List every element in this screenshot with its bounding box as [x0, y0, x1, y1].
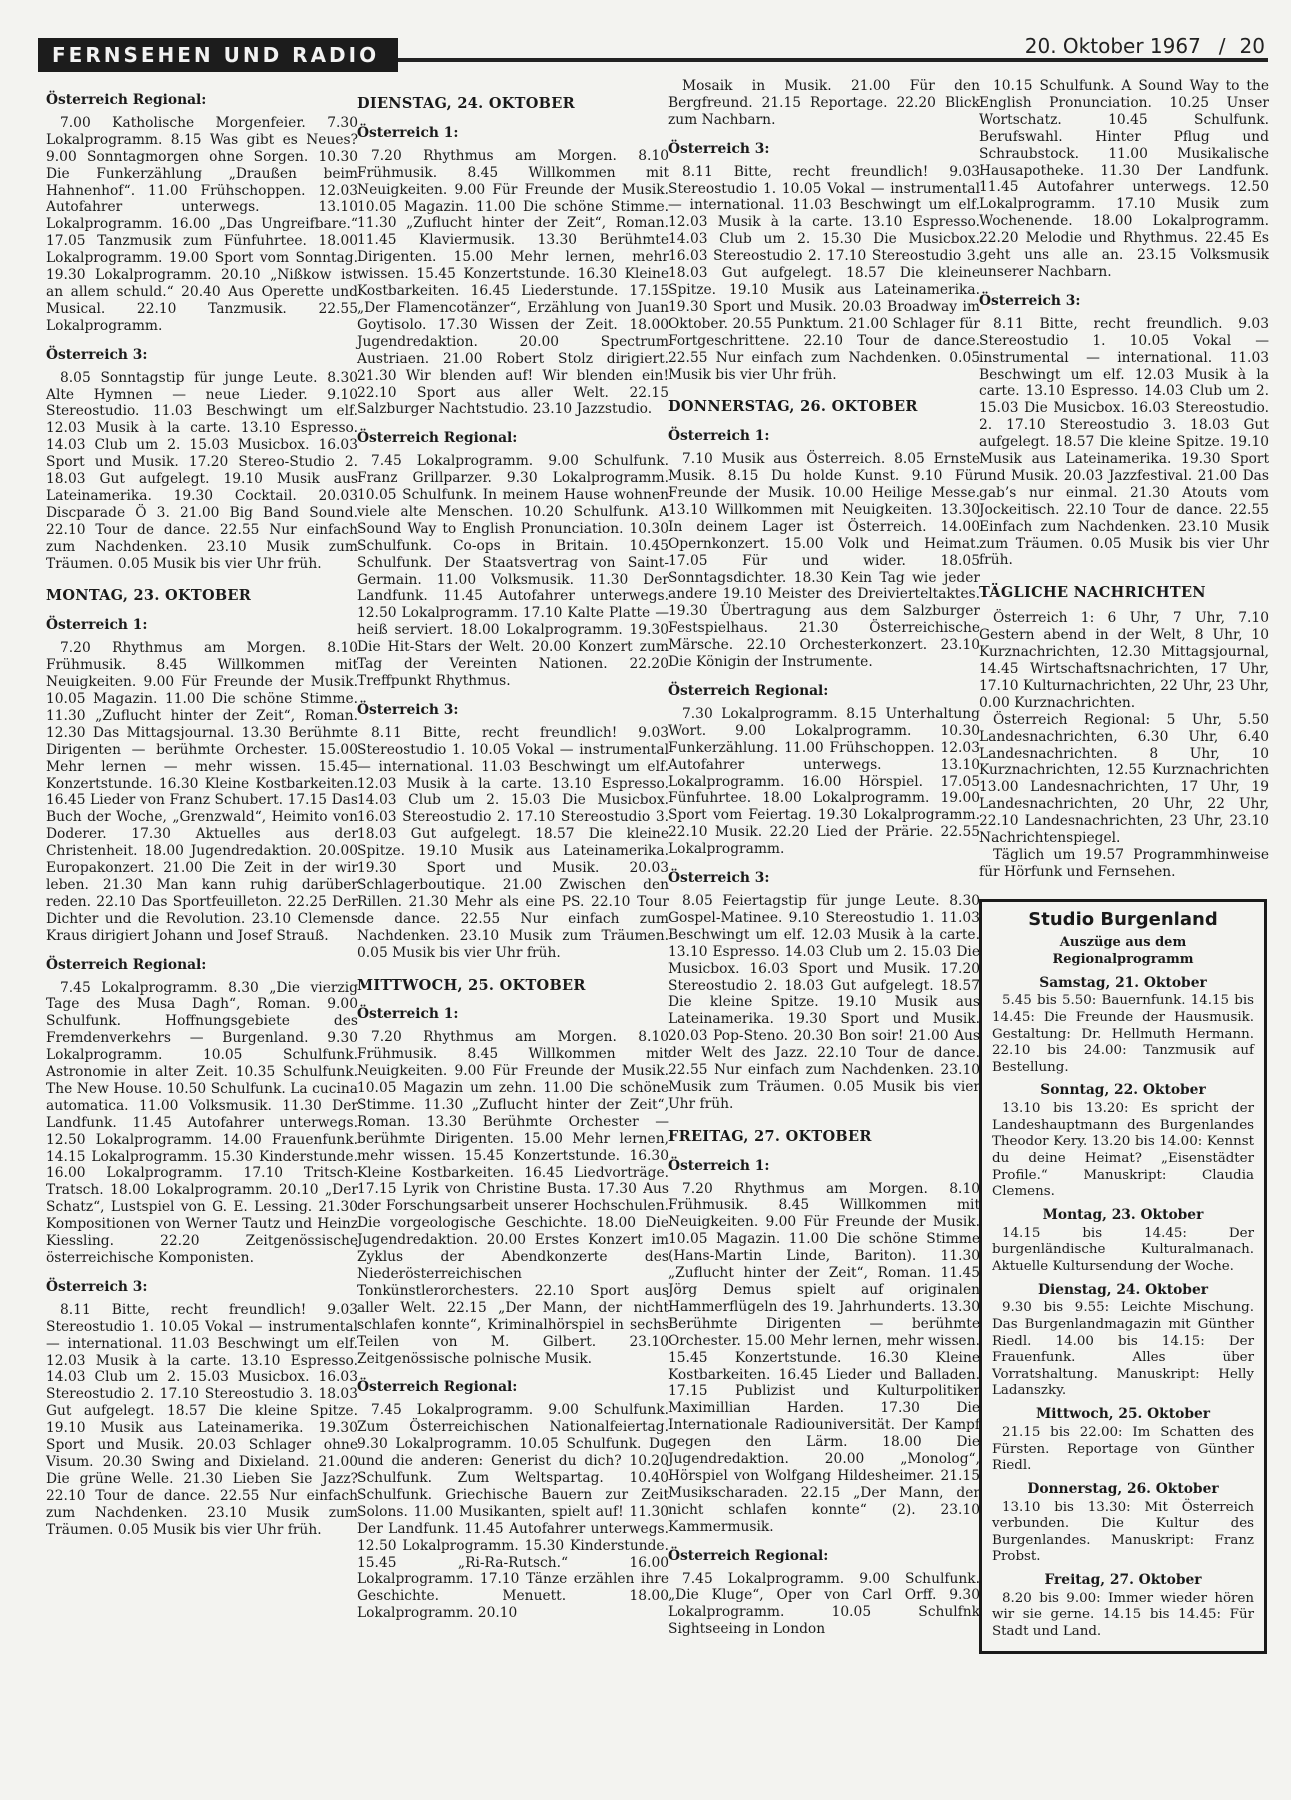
station-heading: Österreich 1: [668, 1157, 770, 1174]
box-day-text: 21.15 bis 22.00: Im Schatten des Fürsten. Reportage von Günther Riedl. [992, 1424, 1254, 1474]
box-day-text: 13.10 bis 13.20: Es spricht der Landeshauptmann des Burgenlandes Theodor Kery. 13.20 bis 14.00: Kennst du deine Heimat? „Eisenstädter Profile.“ Manuskript: Claudia Clemens. [992, 1101, 1254, 1200]
box-day-text: 5.45 bis 5.50: Bauernfunk. 14.15 bis 14.45: Die Freunde der Hausmusik. Gestaltung: Dr. Hellmuth Hermann. 22.10 bis 24.00: Tanzmusik auf Bestellung. [992, 993, 1254, 1075]
page-date-line: 20. Oktober 1967 / 20 [1024, 34, 1265, 58]
program-text: 7.45 Lokalprogramm. 8.30 „Die vierzig Tage des Musa Dagh“, Roman. 9.00 Schulfunk. Hoffnungsgebiete des Fremdenverkehrs — Burgenland. 9.30 Lokalprogramm. 10.05 Schulfunk. Astronomie in alter Zeit. 10.35 Schulfunk. The New House. 10.50 Schulfunk. La cucina automatica. 11.00 Volksmusik. 11.30 Der Landfunk. 11.45 Autofahrer unterwegs. 12.50 Lokalprogramm. 14.00 Frauenfunk. 14.15 Lokalprogramm. 15.30 Kinderstunde. 16.00 Lokalprogramm. 17.10 Tritsch-Tratsch. 18.00 Lokalprogramm. 20.10 „Der Schatz“, Lustspiel von G. E. Lessing. 21.30 Kompositionen von Werner Tautz und Heinz Kiessling. 22.20 Zeitgenössische österreichische Komponisten. [46, 979, 358, 1266]
program-text: 7.20 Rhythmus am Morgen. 8.10 Frühmusik. 8.45 Willkommen mit Neuigkeiten. 9.00 Für Freunde der Musik. 10.05 Magazin. 11.00 Die schöne Stimme. 11.30 „Zuflucht hinter der Zeit“, Roman. 12.30 Das Mittagsjournal. 13.30 Berühmte Dirigenten — berühmte Orchester. 15.00 Mehr lernen — mehr wissen. 15.45 Konzertstunde. 16.30 Kleine Kostbarkeiten. 16.45 Lieder von Franz Schubert. 17.15 Das Buch der Woche, „Grenzwald“, Heimito von Doderer. 17.30 Aktuelles aus der Christenheit. 18.00 Jugendredaktion. 20.00 Europakonzert. 21.00 Die Zeit in der wir leben. 21.30 Man kann ruhig darüber reden. 22.10 Das Sportfeuilleton. 22.25 Der Dichter und die Revolution. 23.10 Clemens Kraus dirigiert Johann und Josef Strauß. [46, 640, 358, 944]
section-title: FERNSEHEN UND RADIO [52, 43, 380, 67]
issue-date: 20. Oktober 1967 [1024, 34, 1201, 58]
program-text: 7.20 Rhythmus am Morgen. 8.10 Frühmusik. 8.45 Willkommen mit Neuigkeiten. 9.00 Für Freunde der Musik. 10.05 Magazin um zehn. 11.00 Die schöne Stimme. 11.30 „Zuflucht hinter der Zeit“, Roman. 13.30 Berühmte Orchester — berühmte Dirigenten. 15.00 Mehr lernen, mehr wissen. 15.45 Konzertstunde. 16.30 Kleine Kostbarkeiten. 16.45 Liedvorträge. 17.15 Lyrik von Christine Busta. 17.30 Aus der Forschungsarbeit unserer Hochschulen. Die vorgeologische Geschichte. 18.00 Die Jugendredaktion. 20.00 Erstes Konzert im Zyklus der Abendkonzerte des Niederösterreichischen Tonkünstlerorchesters. 22.10 Sport aus aller Welt. 22.15 „Der Mann, der nicht schlafen konnte“, Kriminalhörspiel in sechs Teilen von M. Gilbert. 23.10 Zeitgenössische polnische Musik. [357, 1029, 669, 1367]
station-heading: Österreich 1: [357, 1006, 459, 1023]
station-heading: Österreich 3: [979, 292, 1081, 309]
station-heading: Österreich Regional: [46, 92, 207, 108]
program-text: 8.05 Sonntagstip für junge Leute. 8.30 Alte Hymnen — neue Lieder. 9.10 Stereostudio. 11.03 Beschwingt um elf. 12.03 Musik à la carte. 13.10 Espresso. 14.03 Club um 2. 15.03 Musicbox. 16.03 Sport und Musik. 17.20 Stereo-Studio 2. 18.03 Gut aufgelegt. 19.10 Musik aus Lateinamerika. 19.30 Cocktail. 20.03 Discparade Ö 3. 21.00 Big Band Sound. 22.10 Tour de dance. 22.55 Nur einfach zum Nachdenken. 23.10 Musik zum Träumen. 0.05 Musik bis vier Uhr früh. [46, 369, 358, 572]
box-subtitle: Auszüge aus dem Regionalprogramm [1052, 934, 1194, 967]
column-3 [668, 78, 980, 1638]
program-text: 7.20 Rhythmus am Morgen. 8.10 Frühmusik. 8.45 Willkommen mit Neuigkeiten. 9.00 Für Freunde der Musik. 10.05 Magazin. 11.00 Die schöne Stimme. 11.30 „Zuflucht hinter der Zeit“, Roman. 11.45 Klaviermusik. 13.30 Berühmte Dirigenten. 15.00 Mehr lernen, mehr wissen. 15.45 Konzertstunde. 16.30 Kleine Kostbarkeiten. 16.45 Liederstunde. 17.15 „Der Flamencotänzer“, Erzählung von Juan Goytisolo. 17.30 Wissen der Zeit. 18.00 Jugendredaktion. 20.00 Spectrum Austriaen. 21.00 Robert Stolz dirigiert. 21.30 Wir blenden auf! Wir blenden ein! 22.10 Sport aus aller Welt. 22.15 Salzburger Nachtstudio. 23.10 Jazzstudio. [357, 147, 669, 418]
studio-burgenland-box [979, 899, 1267, 1654]
box-day-heading: Sonntag, 22. Oktober [1040, 1082, 1206, 1099]
day-heading: MITTWOCH, 25. OKTOBER [357, 976, 586, 994]
section-header [38, 38, 398, 72]
program-text: 8.11 Bitte, recht freundlich. 9.03 Stereostudio 1. 10.05 Vokal — instrumental — international. 11.03 Beschwingt um elf. 12.03 Musik à la carte. 13.10 Espresso. 14.03 Club um 2. 15.03 Die Musicbox. 16.03 Stereostudio. 2. 17.10 Stereostudio 3. 18.03 Gut aufgelegt. 18.57 Die kleine Spitze. 19.10 Musik aus Lateinamerika. 19.30 Sport und Musik. 20.03 Jazzfestival. 21.00 Das gab’s nur einmal. 21.30 Atouts vom Jockeitisch. 22.10 Tour de dance. 22.55 Einfach zum Nachdenken. 23.10 Musik zum Träumen. 0.05 Musik bis vier Uhr früh. [979, 315, 1269, 569]
box-day-heading: Dienstag, 24. Oktober [1037, 1281, 1208, 1298]
station-heading: Österreich Regional: [668, 1547, 829, 1564]
program-text: Täglich um 19.57 Programmhinweise für Hörfunk und Fernsehen. [979, 846, 1269, 880]
column-1 [46, 92, 358, 1539]
program-text: 7.45 Lokalprogramm. 9.00 Schulfunk. Franz Grillparzer. 9.30 Lokalprogramm. 10.05 Schulfunk. In meinem Hause wohnen viele alte Menschen. 10.20 Schulfunk. A Sound Way to English Pronunciation. 10.30 Schulfunk. Co-ops in Britain. 10.45 Schulfunk. Der Staatsvertrag von Saint-Germain. 11.00 Volksmusik. 11.30 Der Landfunk. 11.45 Autofahrer unterwegs. 12.50 Lokalprogramm. 17.10 Kalte Platte — heiß serviert. 18.00 Lokalprogramm. 19.30 Die Hit-Stars der Welt. 20.00 Konzert zum Tag der Vereinten Nationen. 22.20 Treffpunkt Rhythmus. [357, 453, 669, 689]
program-text: Mosaik in Musik. 21.00 Für den Bergfreund. 21.15 Reportage. 22.20 Blick zum Nachbarn. [668, 78, 980, 128]
box-day-heading: Mittwoch, 25. Oktober [1035, 1406, 1211, 1422]
program-text: 8.11 Bitte, recht freundlich! 9.03 Stereostudio 1. 10.05 Vokal — instrumental — international. 11.03 Beschwingt um elf. 12.03 Musik à la carte. 13.10 Espresso. 14.03 Club um 2. 15.03 Die Musicbox. 16.03 Stereostudio 2. 17.10 Stereostudio 3. 18.03 Gut aufgelegt. 18.57 Die kleine Spitze. 19.10 Musik aus Lateinamerika. 19.30 Sport und Musik. 20.03 Schlagerboutique. 21.00 Zwischen den Rillen. 21.30 Mehr als eine PS. 22.10 Tour de dance. 22.55 Nur einfach zum Nachdenken. 23.10 Musik zum Träumen. 0.05 Musik bis vier Uhr früh. [357, 724, 669, 961]
station-heading: Österreich 1: [357, 124, 459, 141]
program-text: 7.20 Rhythmus am Morgen. 8.10 Frühmusik. 8.45 Willkommen mit Neuigkeiten. 9.00 Für Freunde der Musik. 10.05 Magazin. 11.00 Die schöne Stimme (Hans-Martin Linde, Bariton). 11.30 „Zuflucht hinter der Zeit“, Roman. 11.45 Jörg Demus spielt auf originalen Hammerflügeln des 19. Jahrhunderts. 13.30 Berühmte Dirigenten — berühmte Orchester. 15.00 Mehr lernen, mehr wissen. 15.45 Konzertstunde. 16.30 Kleine Kostbarkeiten. 16.45 Lieder und Balladen. 17.15 Publizist und Kulturpolitiker Maximillian Harden. 17.30 Die Internationale Radiouniversität. Der Kampf gegen den Lärm. 18.00 Die Jugendredaktion. 20.00 „Monolog“, Hörspiel von Wolfgang Hildesheimer. 21.15 Musikscharaden. 22.15 „Der Mann, der nicht schlafen konnte“ (2). 23.10 Kammermusik. [668, 1180, 980, 1535]
station-heading: Österreich 1: [668, 428, 770, 445]
day-heading: DONNERSTAG, 26. OKTOBER [668, 398, 918, 416]
station-heading: Österreich 3: [46, 1278, 148, 1295]
header-rule [398, 58, 1268, 62]
program-text: 8.05 Feiertagstip für junge Leute. 8.30 Gospel-Matinee. 9.10 Stereostudio 1. 11.03 Beschwingt um elf. 12.03 Musik à la carte. 13.10 Espresso. 14.03 Club um 2. 15.03 Die Musicbox. 16.03 Sport und Musik. 17.20 Stereostudio 2. 18.03 Gut aufgelegt. 18.57 Die kleine Spitze. 19.10 Musik aus Lateinamerika. 19.30 Sport und Musik. 20.03 Pop-Steno. 20.30 Bon soir! 21.00 Aus der Welt des Jazz. 22.10 Tour de dance. 22.55 Nur einfach zum Nachdenken. 23.10 Musik zum Träumen. 0.05 Musik bis vier Uhr früh. [668, 892, 980, 1112]
column-2 [357, 96, 669, 1622]
day-heading: DIENSTAG, 24. OKTOBER [357, 95, 575, 112]
station-heading: Österreich Regional: [357, 430, 518, 447]
column-4 [979, 78, 1269, 1654]
box-day-heading: Montag, 23. Oktober [1042, 1206, 1204, 1223]
box-day-heading: Freitag, 27. Oktober [1044, 1571, 1202, 1588]
program-text: Österreich 1: 6 Uhr, 7 Uhr, 7.10 Gestern abend in der Welt, 8 Uhr, 10 Kurznachrichten, 12.30 Mittagsjournal, 14.45 Wirtschaftsnachrichten, 17 Uhr, 17.10 Kulturnachrichten, 22 Uhr, 23 Uhr, 0.00 Kurznachrichten. [979, 610, 1269, 711]
day-heading: FREITAG, 27. OKTOBER [668, 1127, 872, 1145]
program-text: Österreich Regional: 5 Uhr, 5.50 Landesnachrichten, 6.30 Uhr, 6.40 Landesnachrichten. 8 Uhr, 10 Kurznachrichten, 12.55 Kurznachrichten 13.00 Landesnachrichten, 17 Uhr, 19 Landesnachrichten, 20 Uhr, 22 Uhr, 22.10 Landesnachrichten, 23 Uhr, 23.10 Nachrichtenspiegel. [979, 711, 1269, 847]
station-heading: Österreich Regional: [357, 1379, 518, 1396]
program-text: 7.45 Lokalprogramm. 9.00 Schulfunk. Zum Österreichischen Nationalfeiertag. 9.30 Lokalprogramm. 10.05 Schulfunk. Du und die anderen: Generist du dich? 10.20 Schulfunk. Zum Weltspartag. 10.40 Schulfunk. Griechische Bauern zur Zeit Solons. 11.00 Musikanten, spielt auf! 11.30 Der Landfunk. 11.45 Autofahrer unterwegs. 12.50 Lokalprogramm. 15.30 Kinderstunde. 15.45 „Ri-Ra-Rutsch.“ 16.00 Lokalprogramm. 17.10 Tänze erzählen ihre Geschichte. Menuett. 18.00 Lokalprogramm. 20.10 [357, 1402, 669, 1622]
program-text: 7.45 Lokalprogramm. 9.00 Schulfunk. „Die Kluge“, Oper von Carl Orff. 9.30 Lokalprogramm. 10.05 Schulfnk Sightseeing in London [668, 1570, 980, 1638]
day-heading: TÄGLICHE NACHRICHTEN [979, 584, 1206, 602]
program-text: 7.00 Katholische Morgenfeier. 7.30 Lokalprogramm. 8.15 Was gibt es Neues? 9.00 Sonntagmorgen ohne Sorgen. 10.30 Die Funkerzählung „Draußen beim Hahnenhof“. 11.00 Frühschoppen. 12.03 Autofahrer unterwegs. 13.10 Lokalprogramm. 16.00 „Das Ungreifbare.“ 17.05 Tanzmusik zum Fünfuhrtee. 18.00 Lokalprogramm. 19.00 Sport vom Sonntag. 19.30 Lokalprogramm. 20.10 „Nißkow ist an allem schuld.“ 20.40 Aus Operette und Musical. 22.10 Tanzmusik. 22.55 Lokalprogramm. [46, 114, 358, 334]
station-heading: Österreich 1: [46, 617, 148, 634]
station-heading: Österreich 3: [668, 870, 770, 887]
station-heading: Österreich Regional: [668, 683, 829, 699]
program-text: 10.15 Schulfunk. A Sound Way to the English Pronunciation. 10.25 Unser Wortschatz. 10.45 Schulfunk. Berufswahl. Hinter Pflug und Schraubstock. 11.00 Musikalische Hausapotheke. 11.30 Der Landfunk. 11.45 Autofahrer unterwegs. 12.50 Lokalprogramm. 17.10 Musik zum Wochenende. 18.00 Lokalprogramm. 22.20 Melodie und Rhythmus. 22.45 Es geht uns alle an. 23.15 Volksmusik unserer Nachbarn. [979, 78, 1269, 280]
program-text: 8.11 Bitte, recht freundlich! 9.03 Stereostudio 1. 10.05 Vokal — instrumental — international. 11.03 Beschwingt um elf. 12.03 Musik à la carte. 13.10 Espresso. 14.03 Club um 2. 15.30 Die Musicbox. 16.03 Stereostudio 2. 17.10 Stereostudio 3. 18.03 Gut aufgelegt. 18.57 Die kleine Spitze. 19.10 Musik aus Lateinamerika. 19.30 Sport und Musik. 20.03 Broadway im Oktober. 20.55 Punktum. 21.00 Schlager für Fortgeschrittene. 22.10 Tour de dance. 22.55 Nur einfach zum Nachdenken. 0.05 Musik bis vier Uhr früh. [668, 163, 980, 383]
station-heading: Österreich 3: [46, 346, 148, 363]
station-heading: Österreich 3: [668, 140, 770, 157]
box-days [992, 975, 1254, 1641]
box-day-text: 13.10 bis 13.30: Mit Österreich verbunden. Die Kultur des Burgenlandes. Manuskript: Franz Probst. [992, 1499, 1254, 1565]
box-day-heading: Samstag, 21. Oktober [1039, 974, 1207, 991]
box-day-text: 8.20 bis 9.00: Immer wieder hören wir sie gerne. 14.15 bis 14.45: Für Stadt und Land. [992, 1590, 1254, 1640]
box-day-text: 14.15 bis 14.45: Der burgenländische Kulturalmanach. Aktuelle Kultursendung der Woche. [992, 1225, 1254, 1274]
page-number: 20 [1239, 34, 1265, 58]
box-day-text: 9.30 bis 9.55: Leichte Mischung. Das Burgenlandmagazin mit Günther Riedl. 14.00 bis 14.15: Der Frauenfunk. Alles über Vorratshaltung. Manuskript: Helly Ladanszky. [992, 1300, 1254, 1399]
column-4-body [979, 78, 1269, 881]
box-day-heading: Donnerstag, 26. Oktober [1027, 1480, 1219, 1497]
program-text: 7.10 Musik aus Österreich. 8.05 Ernste Musik. 8.15 Du holde Kunst. 9.10 Für Freunde der Musik. 10.00 Heilige Messe. 13.10 Willkommen mit Neuigkeiten. 13.30 In deinem Lager ist Österreich. 14.00 Opernkonzert. 15.00 Volk und Heimat. 17.05 Für und wider. 18.05 Sonntagsdichter. 18.30 Kein Tag wie jeder andere 19.10 Meister des Dreivierteltaktes. 19.30 Übertragung aus dem Salzburger Festspielhaus. 21.30 Österreichische Märsche. 22.10 Orchesterkonzert. 23.10 Die Königin der Instrumente. [668, 451, 980, 671]
program-text: 7.30 Lokalprogramm. 8.15 Unterhaltung Wort. 9.00 Lokalprogramm. 10.30 Funkerzählung. 11.00 Frühschoppen. 12.03 Autofahrer unterwegs. 13.10 Lokalprogramm. 16.00 Hörspiel. 17.05 Fünfuhrtee. 18.00 Lokalprogramm. 19.00 Sport vom Feiertag. 19.30 Lokalprogramm. 22.10 Musik. 22.20 Lied der Prärie. 22.55 Lokalprogramm. [668, 705, 980, 858]
day-heading: MONTAG, 23. OKTOBER [46, 587, 252, 605]
program-text: 8.11 Bitte, recht freundlich! 9.03 Stereostudio 1. 10.05 Vokal — instrumental — international. 11.03 Beschwingt um elf. 12.03 Musik à la carte. 13.10 Espresso. 14.03 Club um 2. 15.03 Musicbox. 16.03 Stereostudio 2. 17.10 Stereostudio 3. 18.03 Gut aufgelegt. 18.57 Die kleine Spitze. 19.10 Musik aus Lateinamerika. 19.30 Sport und Musik. 20.03 Schlager ohne Visum. 20.30 Swing and Dixieland. 21.00 Die grüne Welle. 21.30 Lieben Sie Jazz? 22.10 Tour de dance. 22.55 Nur einfach zum Nachdenken. 23.10 Musik zum Träumen. 0.05 Musik bis vier Uhr früh. [46, 1301, 358, 1538]
station-heading: Österreich Regional: [46, 956, 207, 973]
station-heading: Österreich 3: [357, 701, 459, 718]
box-title: Studio Burgenland [1028, 908, 1218, 930]
